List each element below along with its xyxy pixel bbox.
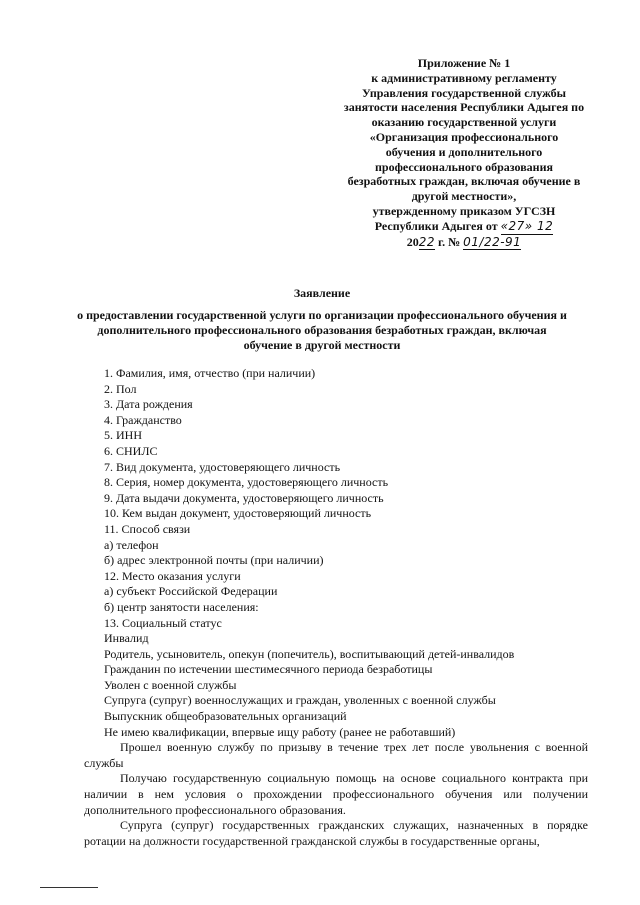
title-line: дополнительного профессионального образования безработных граждан, включая xyxy=(97,323,547,337)
appendix-line: другой местности», xyxy=(411,189,517,204)
appendix-line: безработных граждан, включая обучение в xyxy=(347,174,581,189)
application-form xyxy=(84,366,588,849)
form-item: 4. Гражданство xyxy=(104,412,182,427)
appendix-line: Приложение № 1 xyxy=(417,56,511,70)
form-item: Гражданин по истечении шестимесячного периода безработицы xyxy=(104,662,433,677)
form-item: 13. Социальный статус xyxy=(104,615,222,630)
form-item: 3. Дата рождения xyxy=(104,397,193,412)
form-item: 2. Пол xyxy=(104,381,137,396)
status-paragraph: Прошел военную службу по призыву в течение трех лет после увольнения с военной службы xyxy=(84,740,588,770)
title-line: обучение в другой местности xyxy=(243,338,401,352)
document-title xyxy=(58,286,586,353)
status-paragraph: Получаю государственную социальную помощь на основе социального контракта при наличии в нем условия о прохождении профессионального обучения или получении дополнительного профессионального образования. xyxy=(84,771,588,817)
appendix-line: к административному регламенту xyxy=(371,70,557,85)
form-item: б) адрес электронной почты (при наличии) xyxy=(104,553,324,568)
title-line: о предоставлении государственной услуги по организации профессионального обучения и xyxy=(77,308,567,322)
year-prefix: 20 xyxy=(406,234,419,249)
appendix-line: «Организация профессионального xyxy=(369,129,559,144)
appendix-line: утвержденному приказом УГСЗН xyxy=(372,203,556,218)
form-item: Не имею квалификации, впервые ищу работу (ранее не работавший) xyxy=(104,724,456,739)
form-item: б) центр занятости населения: xyxy=(104,599,259,614)
form-item: 11. Способ связи xyxy=(104,521,191,536)
form-item: 6. СНИЛС xyxy=(104,443,158,458)
form-item: 9. Дата выдачи документа, удостоверяющего личность xyxy=(104,490,384,505)
appendix-line: Управления государственной службы xyxy=(362,85,566,100)
number-prefix: г. № xyxy=(437,234,461,249)
handwritten-year: 22 xyxy=(418,234,435,249)
status-paragraph: Супруга (супруг) государственных гражданских служащих, назначенных в порядке ротации на должности государственной гражданской службы в государственные органы, xyxy=(84,818,588,848)
handwritten-date: «27» 12 xyxy=(500,218,554,233)
form-item: 7. Вид документа, удостоверяющего личность xyxy=(104,459,341,474)
appendix-line: обучения и дополнительного xyxy=(385,144,543,159)
form-item: 10. Кем выдан документ, удостоверяющий личность xyxy=(104,506,372,521)
form-item: 5. ИНН xyxy=(104,428,142,443)
approval-prefix: Республики Адыгея от xyxy=(374,218,498,233)
form-item: 12. Место оказания услуги xyxy=(104,568,241,583)
handwritten-number: 01/22-91 xyxy=(463,234,522,249)
footnote-divider xyxy=(40,887,98,888)
form-item: Выпускник общеобразовательных организаций xyxy=(104,709,347,724)
appendix-line: занятости населения Республики Адыгея по xyxy=(343,100,585,115)
approval-number-line xyxy=(322,235,606,251)
approval-date-line xyxy=(322,219,606,235)
form-item: Супруга (супруг) военнослужащих и граждан, уволенных с военной службы xyxy=(104,693,496,708)
form-item: Инвалид xyxy=(104,631,149,646)
form-item: 1. Фамилия, имя, отчество (при наличии) xyxy=(104,366,316,380)
form-item: Родитель, усыновитель, опекун (попечитель), воспитывающий детей-инвалидов xyxy=(104,646,515,661)
form-item: 8. Серия, номер документа, удостоверяющего личность xyxy=(104,475,389,490)
title-main: Заявление xyxy=(293,286,351,300)
form-item: Уволен с военной службы xyxy=(104,677,237,692)
form-item: а) телефон xyxy=(104,537,159,552)
appendix-header xyxy=(322,56,606,250)
appendix-line: оказанию государственной услуги xyxy=(371,115,557,130)
appendix-line: профессионального образования xyxy=(374,159,554,174)
form-item: а) субъект Российской Федерации xyxy=(104,584,278,599)
